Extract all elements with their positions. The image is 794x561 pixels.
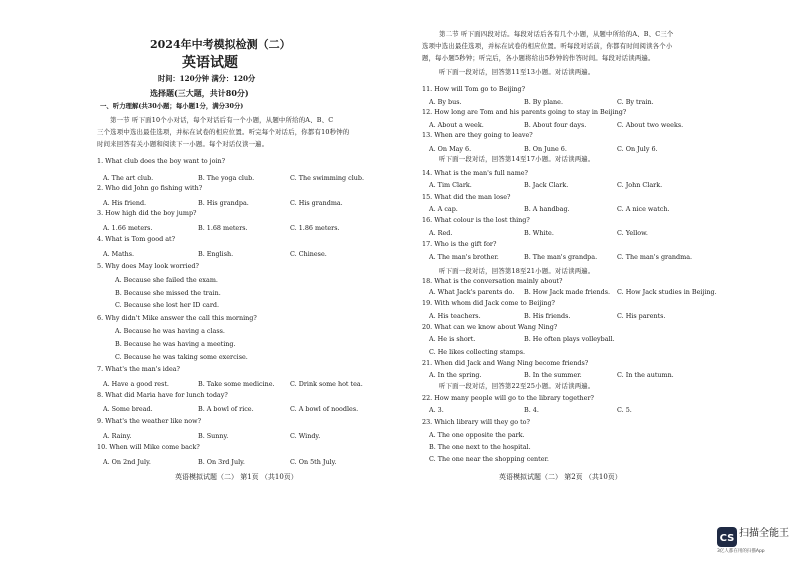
p2-question-text: 23. Which library will they go to? bbox=[422, 418, 530, 426]
p2-option: C. The one near the shopping center. bbox=[429, 455, 549, 463]
p2-question-text: 11. How will Tom go to Beijing? bbox=[422, 85, 526, 93]
camscanner-logo-text: CS bbox=[719, 533, 735, 544]
p2-question-text: 19. With whom did Jack come to Beijing? bbox=[422, 299, 555, 307]
p2-option: A. By bus. bbox=[429, 98, 462, 106]
p2-question-text: 18. What is the conversation mainly about? bbox=[422, 277, 563, 285]
p2-option: B. White. bbox=[524, 229, 554, 237]
page2-footer: 英语模拟试题（二） 第2页 （共10页） bbox=[499, 473, 622, 481]
p1-option: C. A bowl of noodles. bbox=[290, 405, 359, 413]
p2-option: B. The one next to the hospital. bbox=[429, 443, 531, 451]
p1-option: C. Windy. bbox=[290, 432, 321, 440]
p1-option: B. English. bbox=[198, 250, 234, 258]
p2-option: C. About two weeks. bbox=[617, 121, 684, 129]
p1-question-text: 6. Why didn't Mike answer the call this morning? bbox=[97, 314, 257, 322]
p1-option: C. 1.86 meters. bbox=[290, 224, 340, 232]
p1-option: A. Rainy. bbox=[103, 432, 132, 440]
p1-question-text: 7. What's the man's idea? bbox=[97, 365, 180, 373]
p2-option: B. His friends. bbox=[524, 312, 571, 320]
p2-option: C. How Jack studies in Beijing. bbox=[617, 288, 717, 296]
p1-option: A. On 2nd July. bbox=[103, 458, 151, 466]
p1-option: B. Because he was having a meeting. bbox=[115, 340, 236, 348]
p2-option: C. In the autumn. bbox=[617, 371, 674, 379]
p2-option: A. What Jack's parents do. bbox=[429, 288, 515, 296]
page1-footer: 英语模拟试题（二） 第1页 （共10页） bbox=[175, 473, 298, 481]
p2-option: C. By train. bbox=[617, 98, 654, 106]
time-score-line: 时间：120分钟 满分：120分 bbox=[158, 74, 256, 83]
p2-option: C. A nice watch. bbox=[617, 205, 670, 213]
p1-question-text: 10. When will Mike come back? bbox=[97, 443, 200, 451]
p1-question-text: 9. What's the weather like now? bbox=[97, 417, 202, 425]
camscanner-name: 扫描全能王 bbox=[739, 528, 789, 539]
p1-question-text: 8. What did Maria have for lunch today? bbox=[97, 391, 228, 399]
p1-option: C. The swimming club. bbox=[290, 174, 364, 182]
p2-question-text: 15. What did the man lose? bbox=[422, 193, 511, 201]
p1-option: B. Sunny. bbox=[198, 432, 229, 440]
p2-option: B. Jack Clark. bbox=[524, 181, 569, 189]
p1-option: B. Because she missed the train. bbox=[115, 289, 221, 297]
p1-option: B. Take some medicine. bbox=[198, 380, 275, 388]
p1-option: C. Drink some hot tea. bbox=[290, 380, 363, 388]
p1-option: A. The art club. bbox=[103, 174, 154, 182]
p1-question-text: 4. What is Tom good at? bbox=[97, 235, 175, 243]
exam-title: 2024年中考模拟检测（二） bbox=[150, 38, 291, 51]
p1-option: B. The yoga club. bbox=[198, 174, 255, 182]
p2-question-text: 13. When are they going to leave? bbox=[422, 131, 533, 139]
p2-option: A. 3. bbox=[429, 406, 444, 414]
p1-option: B. A bowl of rice. bbox=[198, 405, 254, 413]
p2-option: A. A cap. bbox=[429, 205, 458, 213]
p2-question-text: 16. What colour is the lost thing? bbox=[422, 216, 530, 224]
p1-question-text: 5. Why does May look worried? bbox=[97, 262, 199, 270]
p1-option: C. Because he was taking some exercise. bbox=[115, 353, 248, 361]
p2-option: B. In the summer. bbox=[524, 371, 582, 379]
p1-option: A. His friend. bbox=[103, 199, 147, 207]
p2-option: C. On July 6. bbox=[617, 145, 658, 153]
p1-question-text: 1. What club does the boy want to join? bbox=[97, 157, 226, 165]
p2-option: A. On May 6. bbox=[429, 145, 472, 153]
p2-option: B. He often plays volleyball. bbox=[524, 335, 615, 343]
p2-option: C. His parents. bbox=[617, 312, 666, 320]
p1-option: A. Have a good rest. bbox=[103, 380, 169, 388]
part1-instruction-line2: 三个选项中选出最佳选项，并标在试卷的相应位置。听完每个对话后，你都有10秒钟的 bbox=[97, 128, 350, 136]
p2-option: A. Tim Clark. bbox=[429, 181, 472, 189]
p1-option: A. 1.66 meters. bbox=[103, 224, 153, 232]
p1-option: C. His grandma. bbox=[290, 199, 343, 207]
p2-question-text: 17. Who is the gift for? bbox=[422, 240, 497, 248]
section-title: 选择题(三大题，共计80分) bbox=[150, 88, 249, 98]
p1-option: A. Because she failed the exam. bbox=[115, 276, 218, 284]
p2-option: C. The man's grandma. bbox=[617, 253, 693, 261]
p2-option: B. How Jack made friends. bbox=[524, 288, 611, 296]
p1-option: A. Because he was having a class. bbox=[115, 327, 225, 335]
p2-option: A. In the spring. bbox=[429, 371, 482, 379]
p1-option: A. Maths. bbox=[103, 250, 135, 258]
p2-option: B. 4. bbox=[524, 406, 539, 414]
p2-option: B. By plane. bbox=[524, 98, 563, 106]
p1-option: C. On 5th July. bbox=[290, 458, 337, 466]
intro-14-17: 听下面一段对话，回答第14至17小题。对话读两遍。 bbox=[439, 155, 595, 163]
p2-option: B. On June 6. bbox=[524, 145, 567, 153]
p1-option: B. His grandpa. bbox=[198, 199, 249, 207]
part1-heading: 一、听力理解(共30小题；每小题1分，满分30分) bbox=[100, 102, 244, 110]
p2-question-text: 22. How many people will go to the library together? bbox=[422, 394, 594, 402]
p1-question-text: 3. How high did the boy jump? bbox=[97, 209, 197, 217]
p2-question-text: 12. How long are Tom and his parents going to stay in Beijing? bbox=[422, 108, 627, 116]
p2-option: B. About four days. bbox=[524, 121, 587, 129]
camscanner-logo bbox=[717, 527, 737, 547]
intro-11-13: 听下面一段对话，回答第11至13小题。对话读两遍。 bbox=[439, 68, 595, 76]
intro-18-21: 听下面一段对话，回答第18至21小题。对话读两遍。 bbox=[439, 267, 595, 275]
p1-question-text: 2. Who did John go fishing with? bbox=[97, 184, 203, 192]
p2-option: A. The one opposite the park. bbox=[429, 431, 525, 439]
p2-option: A. The man's brother. bbox=[429, 253, 499, 261]
part1-instruction-line1: 第一节 听下面10个小对话，每个对话后有一个小题，从题中所给的A、B、C bbox=[110, 116, 334, 124]
intro-22-25: 听下面一段对话，回答第22至25小题。对话读两遍。 bbox=[439, 382, 595, 390]
part1-instruction-line3: 时间来回答有关小题和阅读下一小题。每个对话仅读一遍。 bbox=[97, 140, 269, 148]
p2-option: C. John Clark. bbox=[617, 181, 663, 189]
part2-instruction-line1: 第二节 听下面四段对话。每段对话后各有几个小题，从题中所给的A、B、C三个 bbox=[439, 30, 674, 38]
p2-option: A. His teachers. bbox=[429, 312, 481, 320]
p2-option: A. Red. bbox=[429, 229, 453, 237]
part2-instruction-line3: 题，每小题5秒钟；听完后，各小题将给出5秒钟的作答时间。每段对话读两遍。 bbox=[422, 54, 655, 62]
p2-question-text: 14. What is the man's full name? bbox=[422, 169, 528, 177]
p1-option: B. On 3rd July. bbox=[198, 458, 245, 466]
p2-option: B. The man's grandpa. bbox=[524, 253, 598, 261]
subject-title: 英语试题 bbox=[182, 55, 238, 71]
p1-option: C. Chinese. bbox=[290, 250, 327, 258]
p2-option: A. About a week. bbox=[429, 121, 484, 129]
p2-option: C. 5. bbox=[617, 406, 632, 414]
p2-option: A. He is short. bbox=[429, 335, 476, 343]
p2-question-text: 21. When did Jack and Wang Ning become friends? bbox=[422, 359, 589, 367]
p2-question-text: 20. What can we know about Wang Ning? bbox=[422, 323, 558, 331]
p2-option: B. A handbag. bbox=[524, 205, 570, 213]
p1-option: A. Some bread. bbox=[103, 405, 153, 413]
p1-option: C. Because she lost her ID card. bbox=[115, 301, 220, 309]
p2-option: C. Yellow. bbox=[617, 229, 648, 237]
p1-option: B. 1.68 meters. bbox=[198, 224, 248, 232]
part2-instruction-line2: 选项中选出最佳选项，并标在试卷的相应位置。听每段对话前，你都有时间阅读各个小 bbox=[422, 42, 673, 50]
camscanner-tagline: 3亿人都在用的扫描App bbox=[717, 549, 765, 554]
p2-option: C. He likes collecting stamps. bbox=[429, 348, 526, 356]
